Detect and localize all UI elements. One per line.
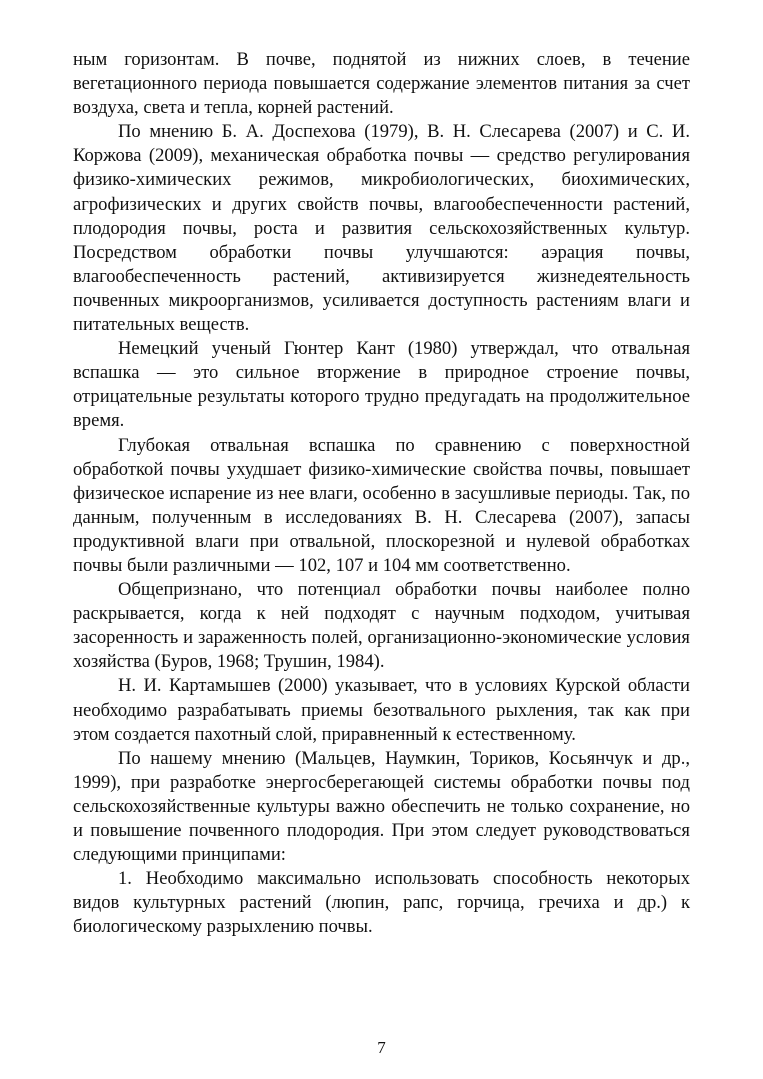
document-body (73, 48, 690, 939)
list-item-principle-1: 1. Необходимо максимально использовать способность некоторых видов культурных растений (люпин, рапс, горчица, гречиха и др.) к биологическому разрыхлению почвы. (73, 868, 690, 938)
paragraph-dospekhov: По мнению Б. А. Доспехова (1979), В. Н. Слесарева (2007) и С. И. Коржова (2009), механическая обработка почвы — средство регулирования физико-химических режимов, микробиологических, биохимических, агрофизических и других свойств почвы, влагообеспеченности растений, плодородия почвы, роста и развития сельскохозяйственных культур. Посредством обработки почвы улучшаются: аэрация почвы, влагообеспеченность растений, активизируется жизнедеятельность почвенных микроорганизмов, усиливается доступность растениям влаги и питательных веществ. (73, 121, 690, 336)
page-number: 7 (377, 1038, 386, 1057)
paragraph-our-opinion: По нашему мнению (Мальцев, Наумкин, Ториков, Косьянчук и др., 1999), при разработке энергосберегающей системы обработки почвы под сельскохозяйственные культуры важно обеспечить не только сохранение, но и повышение почвенного плодородия. При этом следует руководствоваться следующими принципами: (73, 747, 690, 866)
paragraph-kant: Немецкий ученый Гюнтер Кант (1980) утверждал, что отвальная вспашка — это сильное вторжение в природное строение почвы, отрицательные результаты которого трудно предугадать на продолжительное время. (73, 338, 690, 432)
paragraph-kartamyshev: Н. И. Картамышев (2000) указывает, что в условиях Курской области необходимо разрабатывать приемы безотвального рыхления, так как при этом создается пахотный слой, приравненный к естественному. (73, 675, 690, 745)
paragraph-deep-plowing: Глубокая отвальная вспашка по сравнению с поверхностной обработкой почвы ухудшает физико-химические свойства почвы, повышает физическое испарение из нее влаги, особенно в засушливые периоды. Так, по данным, полученным в исследованиях В. Н. Слесарева (2007), запасы продуктивной влаги при отвальной, плоскорезной и нулевой обработках почвы были различными — 102, 107 и 104 мм соответственно. (73, 434, 690, 576)
paragraph-potential: Общепризнано, что потенциал обработки почвы наиболее полно раскрывается, когда к ней подходят с научным подходом, учитывая засоренность и зараженность полей, организационно-экономические условия хозяйства (Буров, 1968; Трушин, 1984). (73, 579, 690, 673)
paragraph-continuation: ным горизонтам. В почве, поднятой из нижних слоев, в течение вегетационного периода повышается содержание элементов питания за счет воздуха, света и тепла, корней растений. (73, 49, 690, 119)
